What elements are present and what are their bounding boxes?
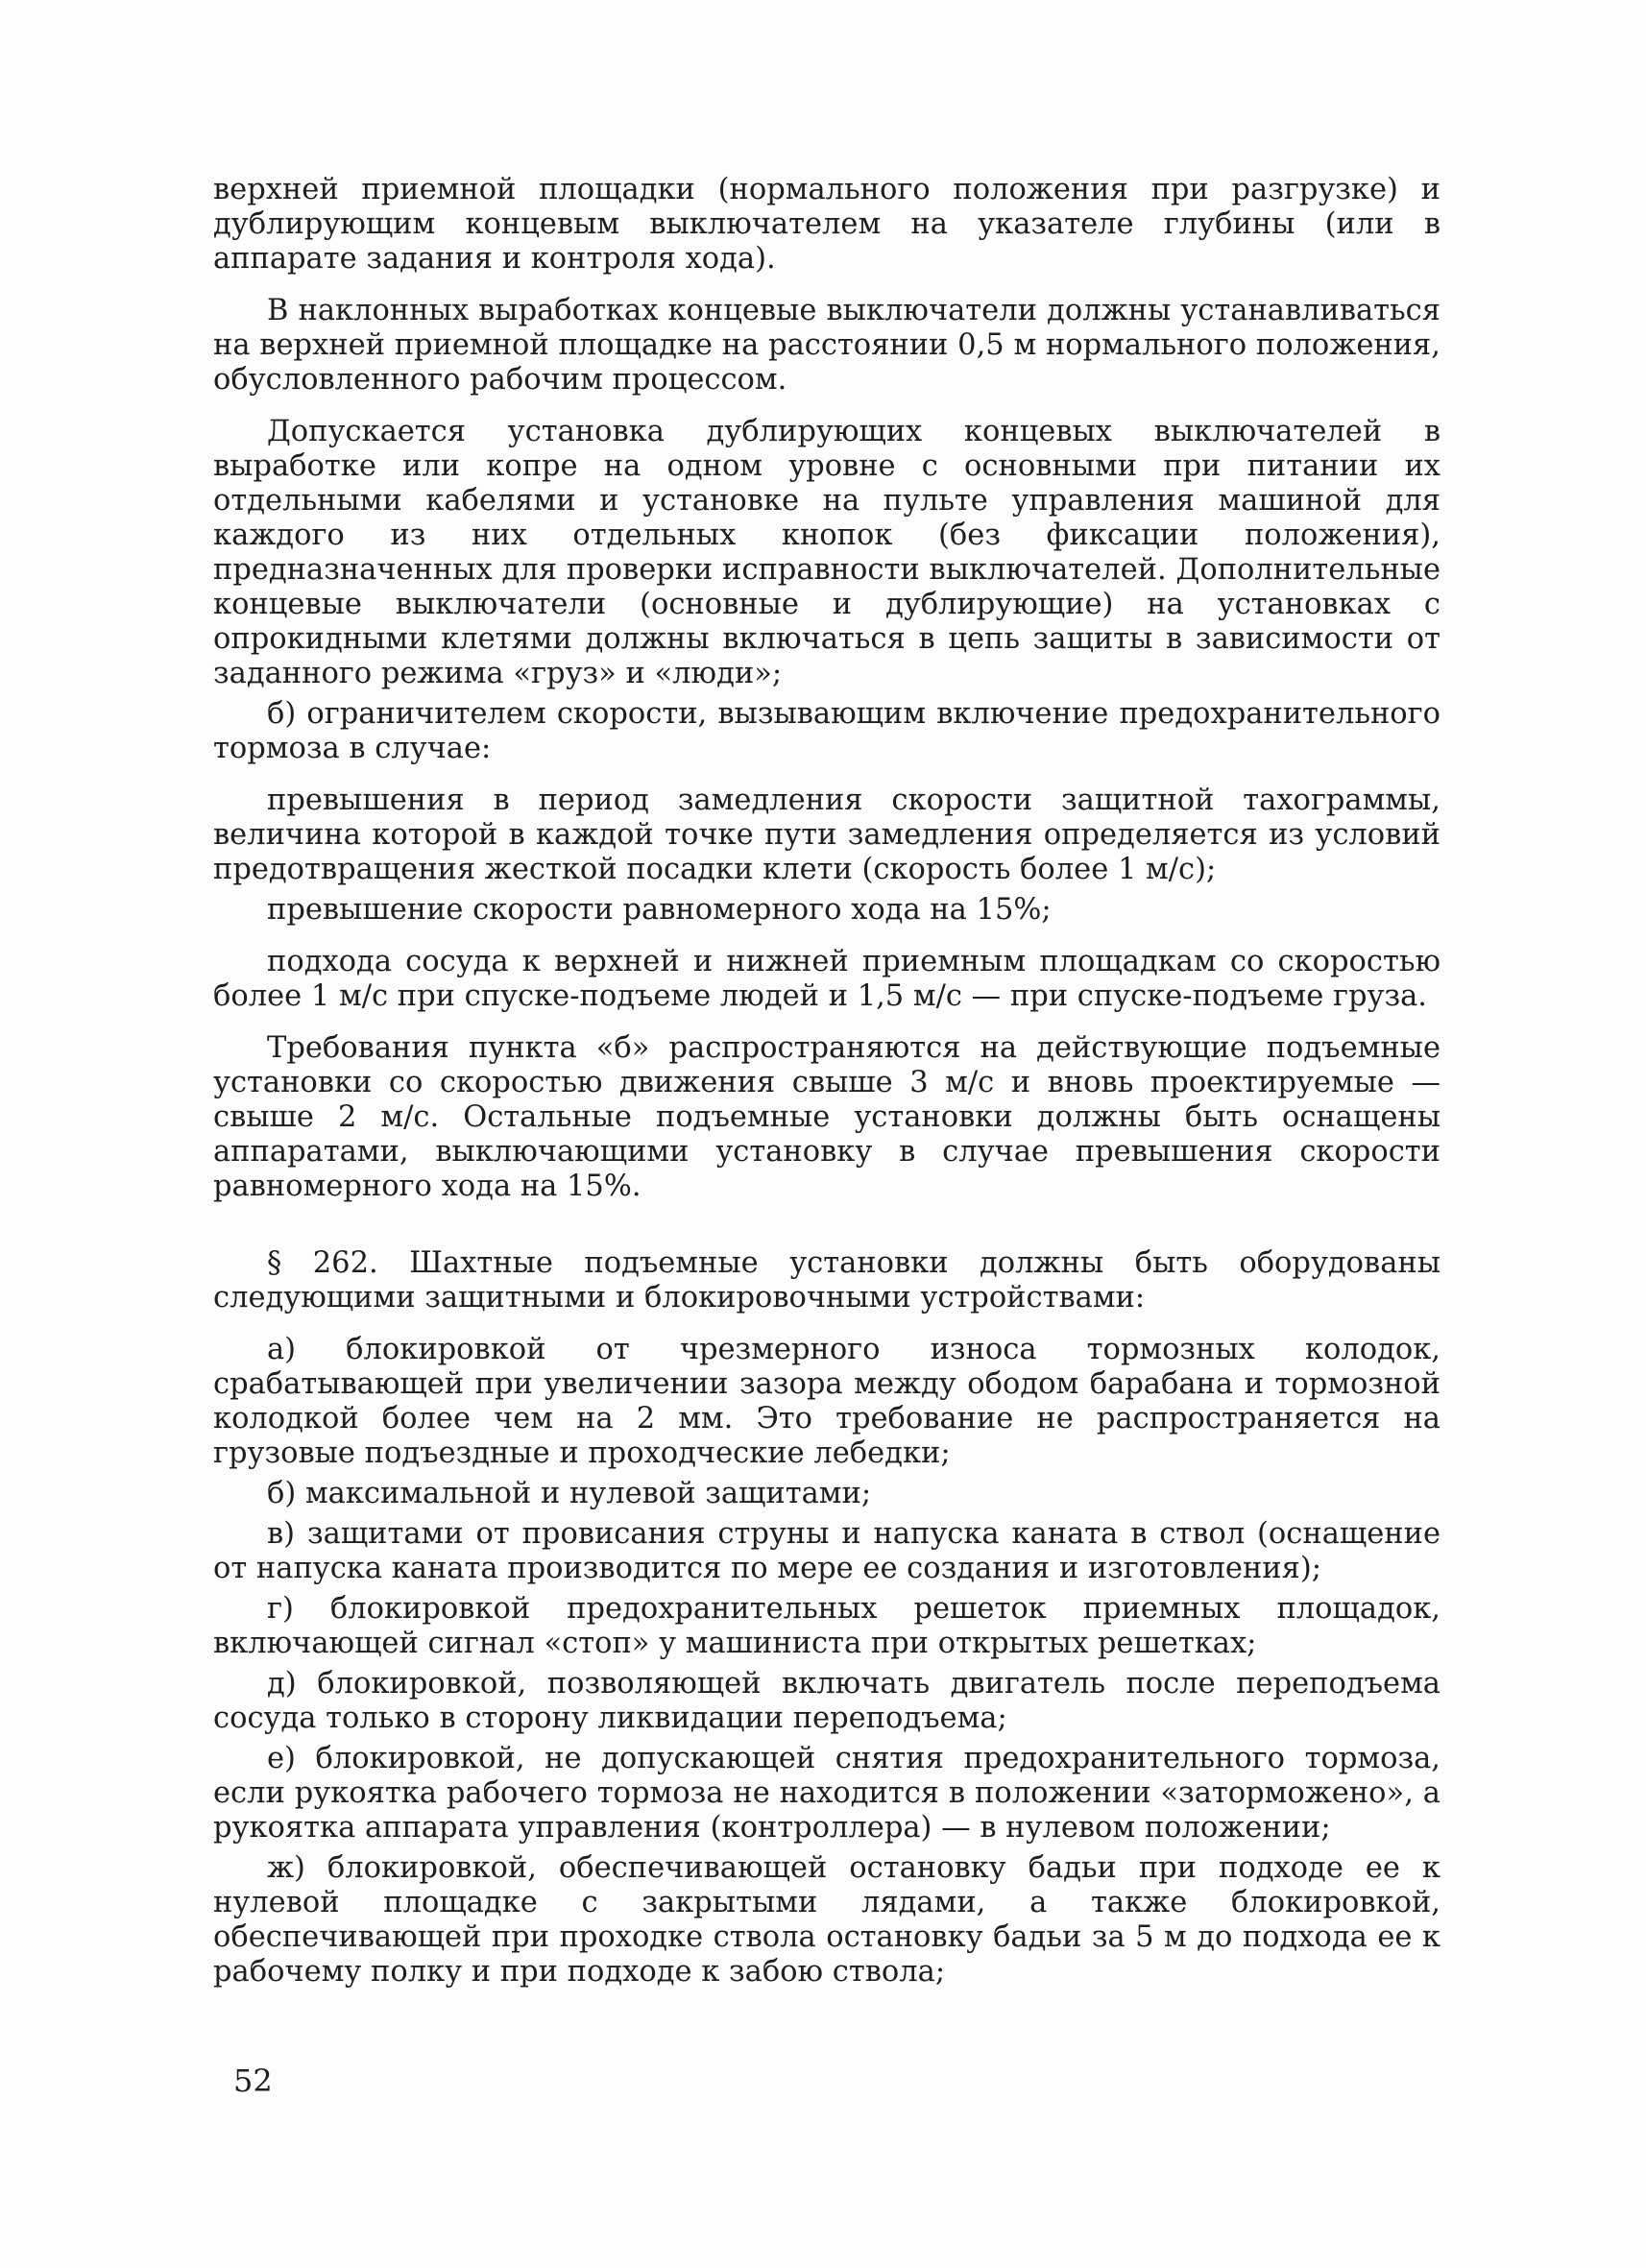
paragraph-continuation: верхней приемной площадки (нормального положения при разгрузке) и дублирующим концевым выключателем на указателе глубины (или в аппарате задания и контроля хода). [213, 173, 1440, 276]
paragraph-deceleration-overspeed: превышения в период замедления скорости защитной тахограммы, величина которой в каждой точке пути замедления определяется из условий предотвращения жесткой посадки клети (скорость более 1 м/с); [213, 784, 1440, 886]
list-item-d: д) блокировкой, позволяющей включать двигатель после переподъема сосуда только в сторону ликвидации переподъема; [213, 1667, 1440, 1735]
list-item-g: г) блокировкой предохранительных решеток приемных площадок, включающей сигнал «стоп» у машиниста при открытых решетках; [213, 1592, 1440, 1660]
paragraph-uniform-speed: превышение скорости равномерного хода на 15%; [267, 893, 1052, 927]
paragraph-duplicate-switches: Допускается установка дублирующих концевых выключателей в выработке или копре на одном уровне с основными при питании их отдельными кабелями и установке на пульте управления машиной для каждого из них отдельных кнопок (без фиксации положения), предназначенных для проверки исправности выключателей. Дополнительные концевые выключатели (основные и дублирующие) на установках с опрокидными клетями должны включаться в цепь защиты в зависимости от заданного режима «груз» и «люди»; [213, 415, 1440, 690]
paragraph-vessel-approach: подхода сосуда к верхней и нижней приемным площадкам со скоростью более 1 м/с при спуске-подъеме людей и 1,5 м/с — при спуске-подъеме груза. [213, 945, 1440, 1013]
document-body [213, 173, 1440, 1990]
list-item-b: б) максимальной и нулевой защитами; [267, 1477, 872, 1510]
list-item-zh: ж) блокировкой, обеспечивающей остановку бадьи при подходе ее к нулевой площадке с закрытыми лядами, а также блокировкой, обеспечивающей при проходке ствола остановку бадьи за 5 м до подхода ее к рабочему полку и при подходе к забою ствола; [213, 1851, 1440, 1989]
list-item-a: а) блокировкой от чрезмерного износа тормозных колодок, срабатывающей при увеличении зазора между ободом барабана и тормозной колодкой более чем на 2 мм. Это требование не распространяется на грузовые подъездные и проходческие лебедки; [213, 1333, 1440, 1470]
section-262-heading: § 262. Шахтные подъемные установки должны быть оборудованы следующими защитными и блокировочными устройствами: [213, 1246, 1440, 1315]
list-item-v: в) защитами от провисания струны и напуска каната в ствол (оснащение от напуска каната производится по мере ее создания и изготовления); [213, 1517, 1440, 1585]
paragraph-inclined-workings: В наклонных выработках концевые выключатели должны устанавливаться на верхней приемной площадке на расстоянии 0,5 м нормального положения, обусловленного рабочим процессом. [213, 294, 1440, 397]
list-item-e: е) блокировкой, не допускающей снятия предохранительного тормоза, если рукоятка рабочего тормоза не находится в положении «заторможено», а рукоятка аппарата управления (контроллера) — в нулевом положении; [213, 1742, 1440, 1845]
paragraph-requirements-b: Требования пункта «б» распространяются на действующие подъемные установки со скоростью движения свыше 3 м/с и вновь проектируемые — свыше 2 м/с. Остальные подъемные установки должны быть оснащены аппаратами, выключающими установку в случае превышения скорости равномерного хода на 15%. [213, 1031, 1440, 1203]
page-number: 52 [233, 2063, 273, 2099]
paragraph-speed-limiter: б) ограничителем скорости, вызывающим включение предохранительного тормоза в случае: [213, 697, 1440, 765]
